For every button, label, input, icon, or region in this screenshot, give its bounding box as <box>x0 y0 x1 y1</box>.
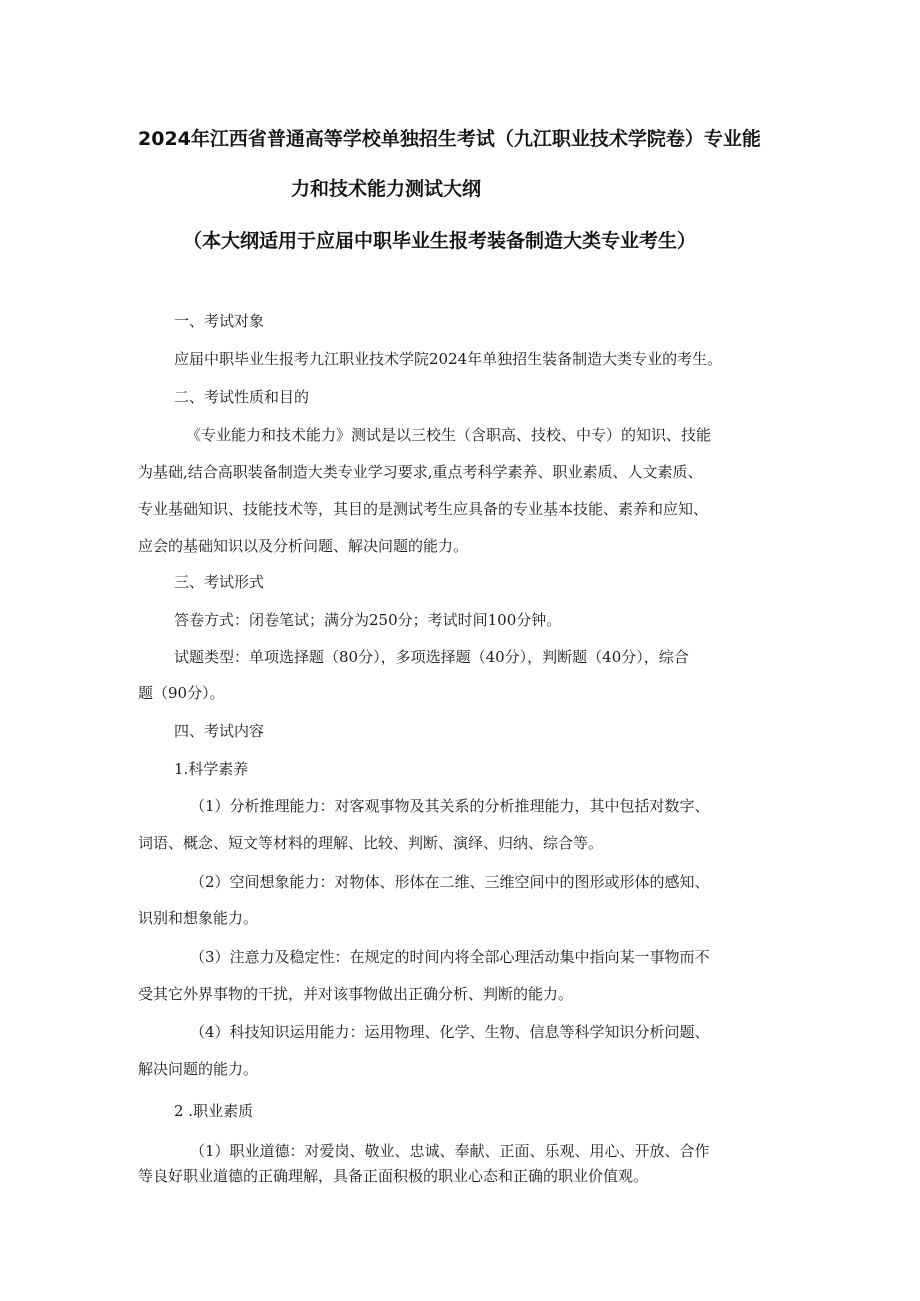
doc-title-line-1: 2024年江西省普通高等学校单独招生考试（九江职业技术学院卷）专业能 <box>138 128 761 150</box>
list-item-line: （1）职业道德：对爱岗、敬业、忠诚、奉献、正面、乐观、用心、开放、合作 <box>190 1142 710 1160</box>
section-2-paragraph-line: 《专业能力和技术能力》测试是以三校生（含职高、技校、中专）的知识、技能 <box>186 426 712 444</box>
doc-title-line-2: 力和技术能力测试大纲 <box>291 178 482 200</box>
section-2-paragraph-line: 为基础,结合高职装备制造大类专业学习要求,重点考科学素养、职业素质、人文素质、 <box>138 463 703 481</box>
section-3-heading: 三、考试形式 <box>174 573 265 591</box>
section-3-question-types-line: 试题类型：单项选择题（80分），多项选择题（40分），判断题（40分），综合 <box>174 648 689 666</box>
section-1-text: 应届中职毕业生报考九江职业技术学院2024年单独招生装备制造大类专业的考生。 <box>174 350 723 368</box>
doc-subtitle: （本大纲适用于应届中职毕业生报考装备制造大类专业考生） <box>183 230 697 252</box>
section-1-heading: 一、考试对象 <box>174 312 265 330</box>
section-4-1-heading: 1.科学素养 <box>174 760 249 778</box>
list-item-line: 解决问题的能力。 <box>138 1060 259 1078</box>
section-3-answer-format: 答卷方式：闭卷笔试；满分为250分；考试时间100分钟。 <box>174 611 562 629</box>
list-item-line: 词语、概念、短文等材料的理解、比较、判断、演绎、归纳、综合等。 <box>138 834 604 852</box>
list-item-line: 识别和想象能力。 <box>138 909 259 927</box>
section-2-paragraph-line: 应会的基础知识以及分析问题、解决问题的能力。 <box>138 537 469 555</box>
list-item-line: （4）科技知识运用能力：运用物理、化学、生物、信息等科学知识分析问题、 <box>190 1023 710 1041</box>
list-item-line: 受其它外界事物的干扰，并对该事物做出正确分析、判断的能力。 <box>138 985 574 1003</box>
section-4-heading: 四、考试内容 <box>174 722 265 740</box>
list-item-line: 等良好职业道德的正确理解，具备正面积极的职业心态和正确的职业价值观。 <box>138 1167 649 1185</box>
list-item-line: （2）空间想象能力：对物体、形体在二维、三维空间中的图形或形体的感知、 <box>190 873 710 891</box>
section-2-paragraph-line: 专业基础知识、技能技术等，其目的是测试考生应具备的专业基本技能、素养和应知、 <box>138 500 709 518</box>
list-item-line: （1）分析推理能力：对客观事物及其关系的分析推理能力，其中包括对数字、 <box>190 797 710 815</box>
list-item-line: （3）注意力及稳定性：在规定的时间内将全部心理活动集中指向某一事物而不 <box>190 948 710 966</box>
section-4-2-heading: 2 .职业素质 <box>174 1102 254 1120</box>
section-3-question-types-line: 题（90分）。 <box>138 684 225 702</box>
section-2-heading: 二、考试性质和目的 <box>174 388 310 406</box>
